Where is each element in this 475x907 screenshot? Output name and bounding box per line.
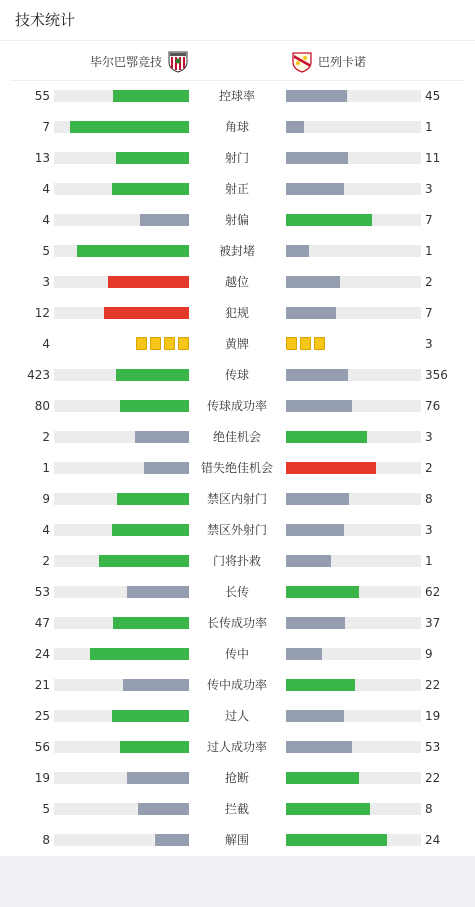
stat-row xyxy=(0,830,475,850)
away-value: 3 xyxy=(425,182,433,196)
home-value: 3 xyxy=(42,275,50,289)
away-value: 11 xyxy=(425,151,441,165)
away-bar-track xyxy=(286,493,421,505)
away-bar-track xyxy=(286,400,421,412)
stat-label: 过人成功率 xyxy=(206,740,267,754)
stat-row xyxy=(0,272,475,292)
away-bar-track xyxy=(286,524,421,536)
yellow-card-icon xyxy=(136,337,147,350)
home-bar-track xyxy=(54,772,189,784)
home-yellow-cards xyxy=(136,337,189,351)
away-bar-track xyxy=(286,462,421,474)
away-bar-fill xyxy=(286,493,349,505)
away-bar-track xyxy=(286,648,421,660)
home-bar-track xyxy=(54,431,189,443)
home-bar-track xyxy=(54,369,189,381)
home-bar-fill xyxy=(116,369,189,381)
stat-label: 禁区内射门 xyxy=(206,492,267,506)
away-bar-track xyxy=(286,90,421,102)
home-bar-track xyxy=(54,183,189,195)
away-value: 3 xyxy=(425,523,433,537)
home-value: 53 xyxy=(34,585,50,599)
stat-row xyxy=(0,706,475,726)
stat-row xyxy=(0,241,475,261)
home-bar-fill xyxy=(112,183,189,195)
home-bar-fill xyxy=(112,710,189,722)
stat-row xyxy=(0,303,475,323)
away-bar-track xyxy=(286,121,421,133)
home-value: 24 xyxy=(34,647,50,661)
home-bar-track xyxy=(54,648,189,660)
home-bar-fill xyxy=(120,741,189,753)
home-value: 47 xyxy=(34,616,50,630)
home-value: 4 xyxy=(42,523,50,537)
away-bar-fill xyxy=(286,183,344,195)
home-value: 2 xyxy=(42,554,50,568)
home-bar-track xyxy=(54,555,189,567)
home-bar-fill xyxy=(138,803,189,815)
away-bar-track xyxy=(286,245,421,257)
home-bar-fill xyxy=(113,90,189,102)
away-bar-fill xyxy=(286,555,331,567)
away-bar-track xyxy=(286,431,421,443)
home-value: 5 xyxy=(42,244,50,258)
away-bar-fill xyxy=(286,834,387,846)
away-bar-fill xyxy=(286,431,367,443)
stat-row xyxy=(0,613,475,633)
rayo-vallecano-crest-icon xyxy=(290,49,314,73)
away-bar-fill xyxy=(286,245,309,257)
home-bar-fill xyxy=(127,772,189,784)
home-bar-track xyxy=(54,276,189,288)
home-team-header[interactable] xyxy=(90,50,190,72)
stat-label: 拦截 xyxy=(224,802,249,816)
stat-label: 抢断 xyxy=(224,771,249,785)
away-bar-fill xyxy=(286,741,352,753)
home-value: 55 xyxy=(34,89,50,103)
away-bar-fill xyxy=(286,524,344,536)
stat-label: 被封堵 xyxy=(218,244,255,258)
home-bar-fill xyxy=(144,462,189,474)
away-bar-track xyxy=(286,369,421,381)
stat-label: 控球率 xyxy=(218,89,255,103)
home-bar-fill xyxy=(127,586,189,598)
away-bar-fill xyxy=(286,803,370,815)
home-value: 4 xyxy=(42,213,50,227)
away-bar-fill xyxy=(286,710,344,722)
away-bar-fill xyxy=(286,679,355,691)
home-bar-track xyxy=(54,152,189,164)
away-bar-track xyxy=(286,741,421,753)
stat-row xyxy=(0,334,475,354)
home-bar-fill xyxy=(112,524,189,536)
away-bar-track xyxy=(286,152,421,164)
home-bar-track xyxy=(54,307,189,319)
home-value: 21 xyxy=(34,678,50,692)
stat-label: 门将扑救 xyxy=(212,554,261,568)
home-bar-track xyxy=(54,834,189,846)
home-bar-fill xyxy=(123,679,189,691)
home-bar-track xyxy=(54,214,189,226)
away-value: 2 xyxy=(425,461,433,475)
home-bar-fill xyxy=(77,245,189,257)
home-bar-track xyxy=(54,400,189,412)
away-value: 3 xyxy=(425,337,433,351)
away-bar-track xyxy=(286,772,421,784)
home-value: 80 xyxy=(34,399,50,413)
home-bar-track xyxy=(54,741,189,753)
away-team-header[interactable] xyxy=(290,50,366,72)
stat-row xyxy=(0,644,475,664)
home-team-name: 毕尔巴鄂竞技 xyxy=(89,54,162,69)
away-bar-fill xyxy=(286,369,348,381)
away-bar-fill xyxy=(286,152,348,164)
home-value: 9 xyxy=(42,492,50,506)
yellow-card-icon xyxy=(150,337,161,350)
away-value: 24 xyxy=(425,833,441,847)
away-yellow-cards xyxy=(286,337,325,351)
away-team-name: 巴列卡诺 xyxy=(318,54,367,69)
away-bar-fill xyxy=(286,276,340,288)
away-bar-track xyxy=(286,679,421,691)
home-bar-track xyxy=(54,586,189,598)
home-bar-fill xyxy=(99,555,189,567)
away-value: 1 xyxy=(425,244,433,258)
home-bar-track xyxy=(54,803,189,815)
stat-row xyxy=(0,768,475,788)
stat-row xyxy=(0,799,475,819)
away-value: 356 xyxy=(425,368,448,382)
home-bar-fill xyxy=(108,276,189,288)
home-bar-track xyxy=(54,493,189,505)
away-value: 76 xyxy=(425,399,441,413)
stat-row xyxy=(0,427,475,447)
stat-row xyxy=(0,179,475,199)
home-bar-fill xyxy=(104,307,189,319)
away-value: 62 xyxy=(425,585,441,599)
home-bar-fill xyxy=(155,834,189,846)
stat-label: 过人 xyxy=(224,709,249,723)
home-bar-track xyxy=(54,462,189,474)
page-title: 技术统计 xyxy=(15,11,76,29)
home-value: 12 xyxy=(34,306,50,320)
away-bar-track xyxy=(286,710,421,722)
away-value: 53 xyxy=(425,740,441,754)
away-value: 7 xyxy=(425,306,433,320)
stat-row xyxy=(0,520,475,540)
away-bar-fill xyxy=(286,648,322,660)
home-bar-track xyxy=(54,679,189,691)
home-bar-fill xyxy=(140,214,189,226)
away-value: 37 xyxy=(425,616,441,630)
stat-label: 黄牌 xyxy=(224,337,249,351)
away-bar-track xyxy=(286,307,421,319)
away-bar-track xyxy=(286,183,421,195)
stat-label: 绝佳机会 xyxy=(212,430,261,444)
home-bar-fill xyxy=(90,648,189,660)
home-value: 8 xyxy=(42,833,50,847)
stat-label: 射正 xyxy=(224,182,249,196)
stat-row xyxy=(0,86,475,106)
home-bar-track xyxy=(54,710,189,722)
yellow-card-icon xyxy=(314,337,325,350)
home-bar-fill xyxy=(135,431,189,443)
away-value: 8 xyxy=(425,492,433,506)
home-value: 25 xyxy=(34,709,50,723)
header-divider xyxy=(10,80,465,81)
away-bar-track xyxy=(286,276,421,288)
away-value: 19 xyxy=(425,709,441,723)
away-bar-fill xyxy=(286,772,359,784)
stat-label: 长传成功率 xyxy=(206,616,267,630)
home-bar-track xyxy=(54,617,189,629)
away-value: 8 xyxy=(425,802,433,816)
stat-label: 传球 xyxy=(224,368,249,382)
away-bar-fill xyxy=(286,462,376,474)
stat-row xyxy=(0,737,475,757)
stat-row xyxy=(0,675,475,695)
away-bar-track xyxy=(286,803,421,815)
stat-row xyxy=(0,551,475,571)
stat-row xyxy=(0,458,475,478)
home-bar-track xyxy=(54,245,189,257)
home-bar-fill xyxy=(120,400,189,412)
away-bar-fill xyxy=(286,400,352,412)
away-value: 3 xyxy=(425,430,433,444)
stat-label: 传中成功率 xyxy=(206,678,267,692)
stat-label: 错失绝佳机会 xyxy=(200,461,273,475)
stat-label: 射偏 xyxy=(224,213,249,227)
home-bar-track xyxy=(54,121,189,133)
away-value: 22 xyxy=(425,678,441,692)
away-bar-fill xyxy=(286,586,359,598)
stat-label: 越位 xyxy=(224,275,249,289)
home-value: 13 xyxy=(34,151,50,165)
away-bar-track xyxy=(286,834,421,846)
away-value: 7 xyxy=(425,213,433,227)
home-bar-fill xyxy=(113,617,189,629)
stat-row xyxy=(0,582,475,602)
away-value: 45 xyxy=(425,89,441,103)
stat-row xyxy=(0,148,475,168)
home-bar-track xyxy=(54,90,189,102)
away-value: 22 xyxy=(425,771,441,785)
athletic-bilbao-crest-icon xyxy=(166,49,190,73)
home-bar-fill xyxy=(70,121,189,133)
title-divider xyxy=(0,40,475,41)
home-value: 1 xyxy=(42,461,50,475)
yellow-card-icon xyxy=(286,337,297,350)
home-value: 5 xyxy=(42,802,50,816)
home-value: 7 xyxy=(42,120,50,134)
stat-label: 犯规 xyxy=(224,306,249,320)
away-bar-track xyxy=(286,214,421,226)
stat-row xyxy=(0,210,475,230)
home-value: 2 xyxy=(42,430,50,444)
home-value: 56 xyxy=(34,740,50,754)
away-bar-fill xyxy=(286,307,336,319)
away-bar-fill xyxy=(286,214,372,226)
home-bar-fill xyxy=(117,493,189,505)
stat-row xyxy=(0,365,475,385)
home-bar-track xyxy=(54,524,189,536)
stat-label: 射门 xyxy=(224,151,249,165)
yellow-card-icon xyxy=(178,337,189,350)
home-bar-fill xyxy=(116,152,189,164)
home-value: 4 xyxy=(42,337,50,351)
stat-row xyxy=(0,396,475,416)
stat-row xyxy=(0,117,475,137)
away-bar-track xyxy=(286,555,421,567)
stat-label: 传中 xyxy=(224,647,249,661)
stat-label: 禁区外射门 xyxy=(206,523,267,537)
stat-label: 传球成功率 xyxy=(206,399,267,413)
away-value: 2 xyxy=(425,275,433,289)
home-value: 4 xyxy=(42,182,50,196)
stat-label: 角球 xyxy=(224,120,249,134)
away-value: 1 xyxy=(425,120,433,134)
away-bar-fill xyxy=(286,617,345,629)
yellow-card-icon xyxy=(300,337,311,350)
stat-label: 解围 xyxy=(224,833,249,847)
home-value: 423 xyxy=(27,368,50,382)
away-bar-track xyxy=(286,617,421,629)
away-value: 1 xyxy=(425,554,433,568)
stat-label: 长传 xyxy=(224,585,249,599)
yellow-card-icon xyxy=(164,337,175,350)
stat-row xyxy=(0,489,475,509)
away-bar-fill xyxy=(286,90,347,102)
away-value: 9 xyxy=(425,647,433,661)
away-bar-fill xyxy=(286,121,304,133)
home-value: 19 xyxy=(34,771,50,785)
away-bar-track xyxy=(286,586,421,598)
